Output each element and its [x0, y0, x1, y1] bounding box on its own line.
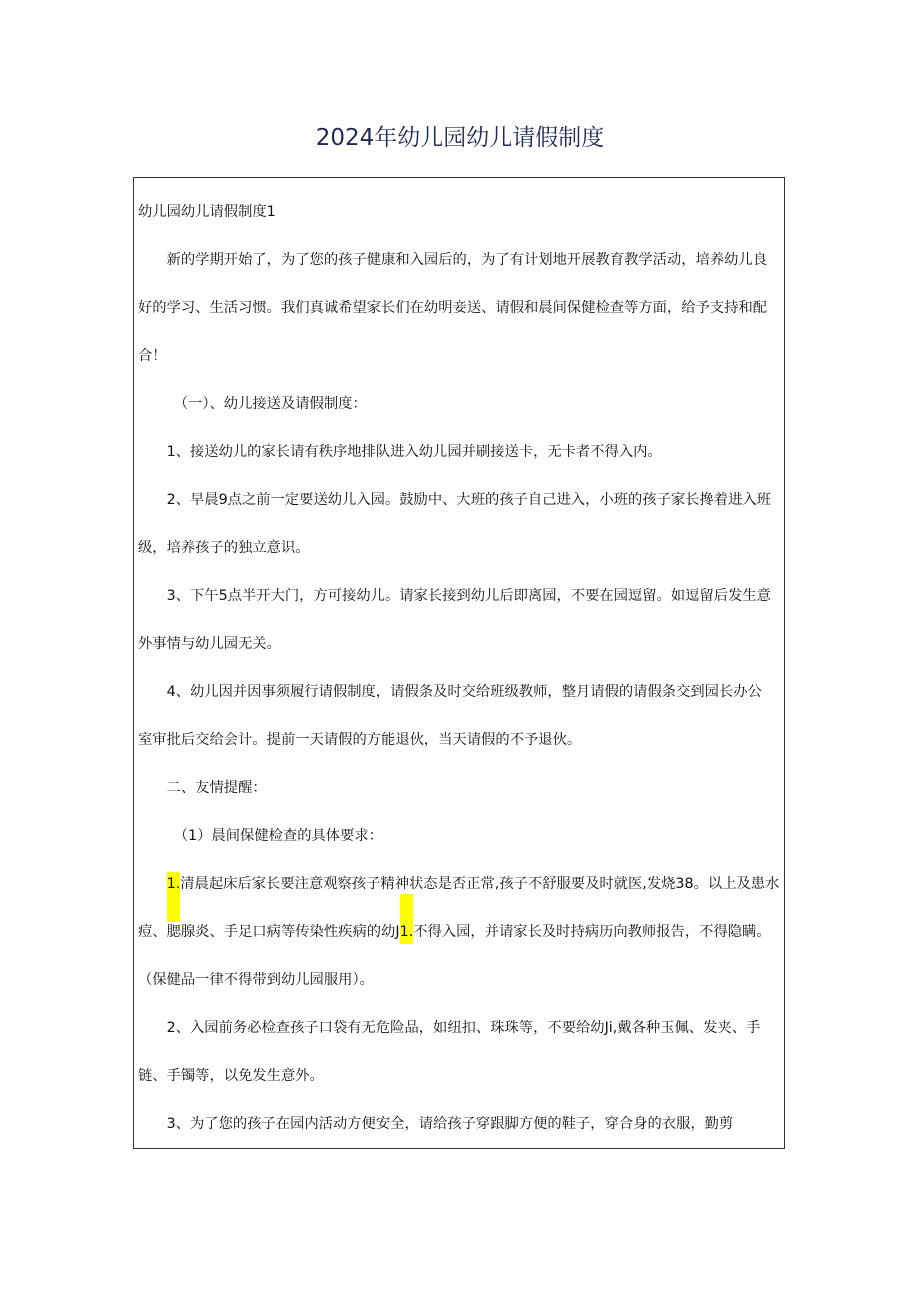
paragraph-line [138, 872, 784, 896]
paragraph-group [138, 1016, 784, 1136]
paragraph-line: 好的学习、生活习惯。我们真诚希望家长们在幼明妾送、请假和晨间保健检查等方面，给予支持和配 [138, 300, 768, 316]
paragraph-line: 二、友情提醒： [138, 780, 267, 796]
paragraph-line: 级，培养孩子的独立意识。 [138, 540, 310, 556]
paragraph-line: 3、为了您的孩子在园内活动方便安全，请给孩子穿跟脚方便的鞋子，穿合身的衣服，勤剪 [138, 1116, 734, 1132]
paragraph-line: （1）晨间保健检查的具体要求： [138, 828, 383, 844]
paragraph-line: 4、幼儿因并因事须履行请假制度，请假条及时交给班级教师，整月请假的请假条交到园长办公 [138, 684, 762, 700]
paragraph [138, 488, 784, 560]
paragraph-line [138, 920, 784, 944]
paragraph-text: 清晨起床后家长要注意观察孩子精神状态是否正常,孩子不舒服要及时就医,发烧38。以上及患水 [180, 876, 780, 892]
paragraph-text: 不得入园，并请家长及时持病历向教师报告，不得隐瞒。 [413, 924, 771, 940]
highlight-mark: 1. [400, 894, 414, 944]
paragraph-line: 2、入园前务必检查孩子口袋有无危险品，如纽扣、珠珠等，不要给幼Ji,戴各种玉佩、发夹、手 [138, 1020, 761, 1036]
section-subtitle: 幼儿园幼儿请假制度1 [138, 204, 276, 220]
paragraph-line: 链、手镯等，以免发生意外。 [138, 1068, 324, 1084]
document-title: 2024年幼儿园幼儿请假制度 [315, 125, 605, 151]
paragraph-line: 外事情与幼儿园无关。 [138, 636, 281, 652]
document-body [138, 200, 784, 1149]
paragraph-group [138, 248, 784, 848]
paragraph [138, 248, 784, 368]
paragraph [138, 824, 784, 848]
paragraph-line: 室审批后交给会计。提前一天请假的方能退伙，当天请假的不予退伙。 [138, 732, 582, 748]
paragraph [138, 1016, 784, 1088]
paragraph-line: （一）、幼儿接送及请假制度： [138, 396, 367, 412]
paragraph-line: 合！ [138, 348, 167, 364]
paragraph-line: 新的学期开始了，为了您的孩子健康和入园后的，为了有计划地开展教育教学活动，培养幼儿良 [138, 252, 768, 268]
paragraph [138, 584, 784, 656]
paragraph [138, 1112, 784, 1136]
paragraph-line: 3、下午5点半开大门，方可接幼儿。请家长接到幼儿后即离园，不要在园逗留。如逗留后发生意 [138, 588, 771, 604]
content-frame [133, 177, 785, 1149]
paragraph-text: 痘、腮腺炎、手足口病等传染性疾病的幼J [138, 924, 400, 940]
indent [138, 876, 167, 892]
paragraph [138, 680, 784, 752]
paragraph [138, 392, 784, 416]
highlight-mark: 1. [167, 872, 181, 922]
paragraph [138, 776, 784, 800]
paragraph [138, 440, 784, 464]
paragraph-line: 1、接送幼儿的家长请有秩序地排队进入幼儿园并刷接送卡，无卡者不得入内。 [138, 444, 662, 460]
paragraph-text: （保健品一律不得带到幼儿园服用）。 [138, 972, 374, 988]
highlight-paragraph [138, 872, 784, 992]
paragraph-line [138, 968, 784, 992]
paragraph-line: 2、早晨9点之前一定要送幼儿入园。鼓励中、大班的孩子自己进入，小班的孩子家长搀着进入班 [138, 492, 771, 508]
